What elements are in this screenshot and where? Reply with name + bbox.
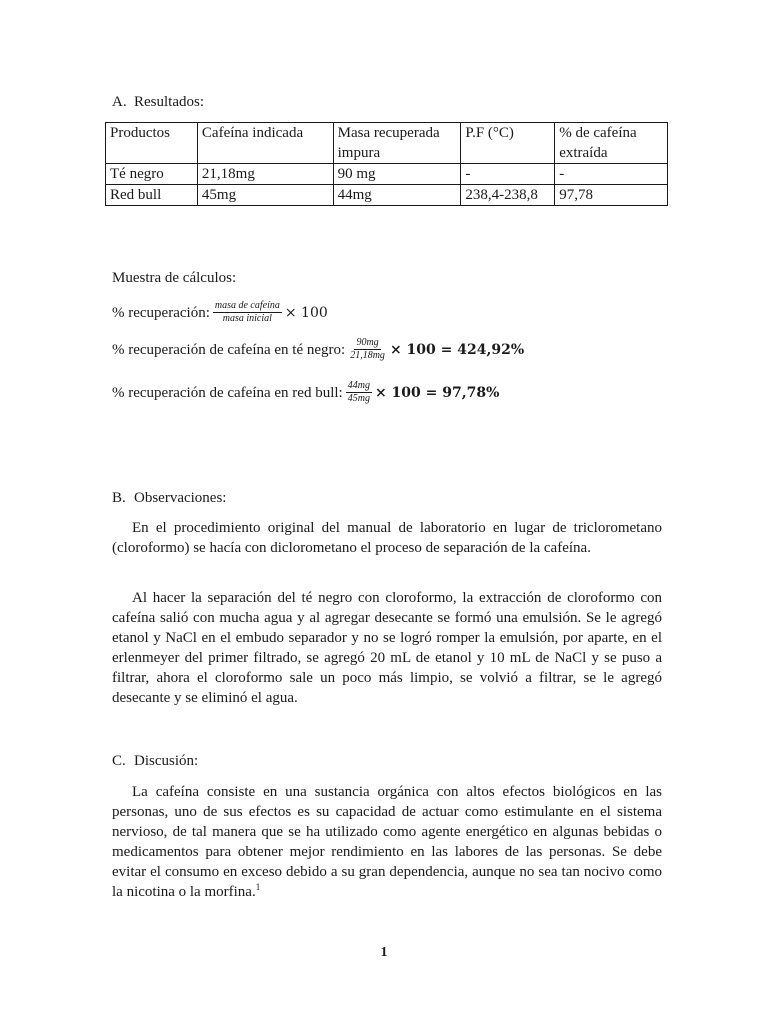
table-header-cell: Cafeína indicada <box>197 123 333 164</box>
section-c-number: C. <box>112 753 126 769</box>
formula-rest: × 100 <box>284 304 328 321</box>
fraction <box>348 337 387 362</box>
fraction-numerator: 90mg <box>356 337 379 348</box>
table-cell: 90 mg <box>333 164 461 185</box>
table-header-cell: P.F (°C) <box>461 123 555 164</box>
table-header-cell: Productos <box>106 123 198 164</box>
section-c-title: Discusión: <box>134 753 199 769</box>
table-cell: 45mg <box>197 185 333 206</box>
formula-rest: × 100 = 97,78% <box>374 384 500 401</box>
footnote-reference: 1 <box>255 882 261 892</box>
section-a-number: A. <box>112 94 127 110</box>
observations-paragraph-2: Al hacer la separación del té negro con cloroformo, la extracción de cloroformo con cafeína salió con mucha agua y al agregar desecante se formó una emulsión. Se le agregó etanol y NaCl en el embudo separador y no se logró romper la emulsión, por aparte, en el erlenmeyer del primer filtrado, se agregó 20 mL de etanol y 10 mL de NaCl y se puso a filtrar, ahora el cloroformo sale un poco más limpio, se volvió a filtrar, se le agregó desecante y se eliminó el agua. <box>112 590 662 706</box>
results-table <box>105 122 668 206</box>
table-row <box>106 185 668 206</box>
section-a-heading <box>112 92 204 112</box>
table-header-cell: Masa recuperada impura <box>333 123 461 164</box>
formula-recovery <box>112 300 328 325</box>
table-header-cell: % de cafeína extraída <box>555 123 668 164</box>
discussion-paragraph <box>112 782 662 902</box>
fraction-denominator: 21,18mg <box>350 350 385 361</box>
page-number: 1 <box>380 945 388 960</box>
table-cell: Red bull <box>106 185 198 206</box>
formula-rest: × 100 = 424,92% <box>389 341 525 358</box>
fraction-numerator: masa de cafeína <box>214 300 280 311</box>
discussion-text: La cafeína consiste en una sustancia orgánica con altos efectos biológicos en las personas, uno de sus efectos es su capacidad de actuar como estimulante en el sistema nervioso, de tal manera que se ha utilizado como agente energético en algunas bebidas o medicamentos para obtener mejor rendimiento en las labores de las personas. Se debe evitar el consumo en exceso debido a su gran dependencia, aunque no sea tan nocivo como la nicotina o la morfina. <box>112 784 662 900</box>
fraction-numerator: 44mg <box>347 380 370 391</box>
section-b-title: Observaciones: <box>134 490 227 506</box>
fraction <box>346 380 372 405</box>
section-b-number: B. <box>112 490 126 506</box>
formula-redbull <box>112 380 499 405</box>
table-cell: 44mg <box>333 185 461 206</box>
table-row <box>106 164 668 185</box>
formula-label: % recuperación de cafeína en té negro: <box>112 341 346 358</box>
fraction <box>213 300 282 325</box>
formula-label: % recuperación de cafeína en red bull: <box>112 384 343 401</box>
formula-label: % recuperación: <box>112 304 210 321</box>
table-header-row <box>106 123 668 164</box>
section-a-title: Resultados: <box>134 94 204 110</box>
table-cell: 238,4-238,8 <box>461 185 555 206</box>
table-cell: Té negro <box>106 164 198 185</box>
fraction-denominator: masa inicial <box>222 313 272 324</box>
section-b-heading <box>112 488 226 508</box>
formula-tea <box>112 337 524 362</box>
calculations-title: Muestra de cálculos: <box>112 270 237 286</box>
fraction-denominator: 45mg <box>347 393 370 404</box>
table-cell: - <box>461 164 555 185</box>
observations-paragraph-1: En el procedimiento original del manual de laboratorio en lugar de triclorometano (cloroformo) se hacía con diclorometano el proceso de separación de la cafeína. <box>112 520 662 556</box>
table-cell: 97,78 <box>555 185 668 206</box>
table-cell: 21,18mg <box>197 164 333 185</box>
section-c-heading <box>112 751 198 771</box>
table-cell: - <box>555 164 668 185</box>
